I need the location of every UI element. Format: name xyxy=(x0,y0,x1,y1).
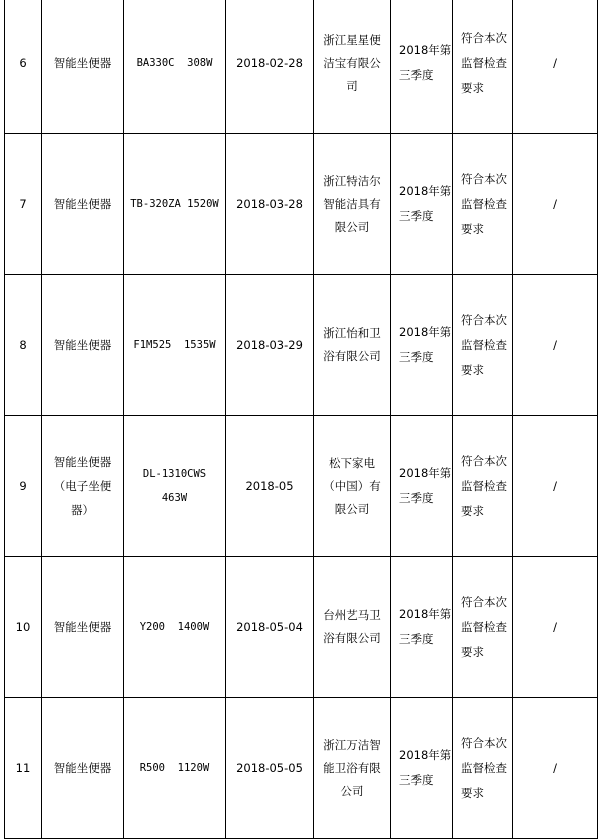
inspection-result: 符合本次监督检查要求 xyxy=(453,698,513,839)
table-row xyxy=(5,698,598,839)
inspection-season: 2018年第三季度 xyxy=(391,275,453,416)
product-name: 智能坐便器 xyxy=(42,0,124,134)
row-number: 6 xyxy=(5,0,42,134)
inspection-result: 符合本次监督检查要求 xyxy=(453,275,513,416)
inspection-season: 2018年第三季度 xyxy=(391,698,453,839)
row-number: 10 xyxy=(5,557,42,698)
inspection-season: 2018年第三季度 xyxy=(391,416,453,557)
company-name: 浙江万洁智能卫浴有限公司 xyxy=(314,698,391,839)
model-spec: R500 1120W xyxy=(124,698,226,839)
remark: / xyxy=(513,698,598,839)
row-number: 8 xyxy=(5,275,42,416)
row-number: 11 xyxy=(5,698,42,839)
model-spec: DL-1310CWS 463W xyxy=(124,416,226,557)
remark: / xyxy=(513,416,598,557)
table-row xyxy=(5,275,598,416)
model-spec: Y200 1400W xyxy=(124,557,226,698)
company-name: 松下家电（中国）有限公司 xyxy=(314,416,391,557)
model-spec: BA330C 308W xyxy=(124,0,226,134)
model-spec: F1M525 1535W xyxy=(124,275,226,416)
production-date: 2018-03-28 xyxy=(226,134,314,275)
model-spec: TB-320ZA 1520W xyxy=(124,134,226,275)
inspection-season: 2018年第三季度 xyxy=(391,557,453,698)
production-date: 2018-02-28 xyxy=(226,0,314,134)
production-date: 2018-05 xyxy=(226,416,314,557)
inspection-result: 符合本次监督检查要求 xyxy=(453,557,513,698)
table-row xyxy=(5,0,598,134)
product-name: 智能坐便器 xyxy=(42,698,124,839)
product-name: 智能坐便器 xyxy=(42,557,124,698)
inspection-result: 符合本次监督检查要求 xyxy=(453,416,513,557)
company-name: 台州艺马卫浴有限公司 xyxy=(314,557,391,698)
product-name: 智能坐便器 xyxy=(42,134,124,275)
production-date: 2018-05-04 xyxy=(226,557,314,698)
product-name: 智能坐便器（电子坐便器） xyxy=(42,416,124,557)
inspection-season: 2018年第三季度 xyxy=(391,0,453,134)
company-name: 浙江星星便洁宝有限公司 xyxy=(314,0,391,134)
inspection-result: 符合本次监督检查要求 xyxy=(453,134,513,275)
production-date: 2018-03-29 xyxy=(226,275,314,416)
remark: / xyxy=(513,557,598,698)
production-date: 2018-05-05 xyxy=(226,698,314,839)
row-number: 9 xyxy=(5,416,42,557)
company-name: 浙江怡和卫浴有限公司 xyxy=(314,275,391,416)
table-row xyxy=(5,557,598,698)
row-number: 7 xyxy=(5,134,42,275)
remark: / xyxy=(513,134,598,275)
product-name: 智能坐便器 xyxy=(42,275,124,416)
remark: / xyxy=(513,275,598,416)
inspection-table xyxy=(4,0,598,839)
inspection-season: 2018年第三季度 xyxy=(391,134,453,275)
table-row xyxy=(5,416,598,557)
company-name: 浙江特洁尔智能洁具有限公司 xyxy=(314,134,391,275)
table-row xyxy=(5,134,598,275)
inspection-result: 符合本次监督检查要求 xyxy=(453,0,513,134)
remark: / xyxy=(513,0,598,134)
